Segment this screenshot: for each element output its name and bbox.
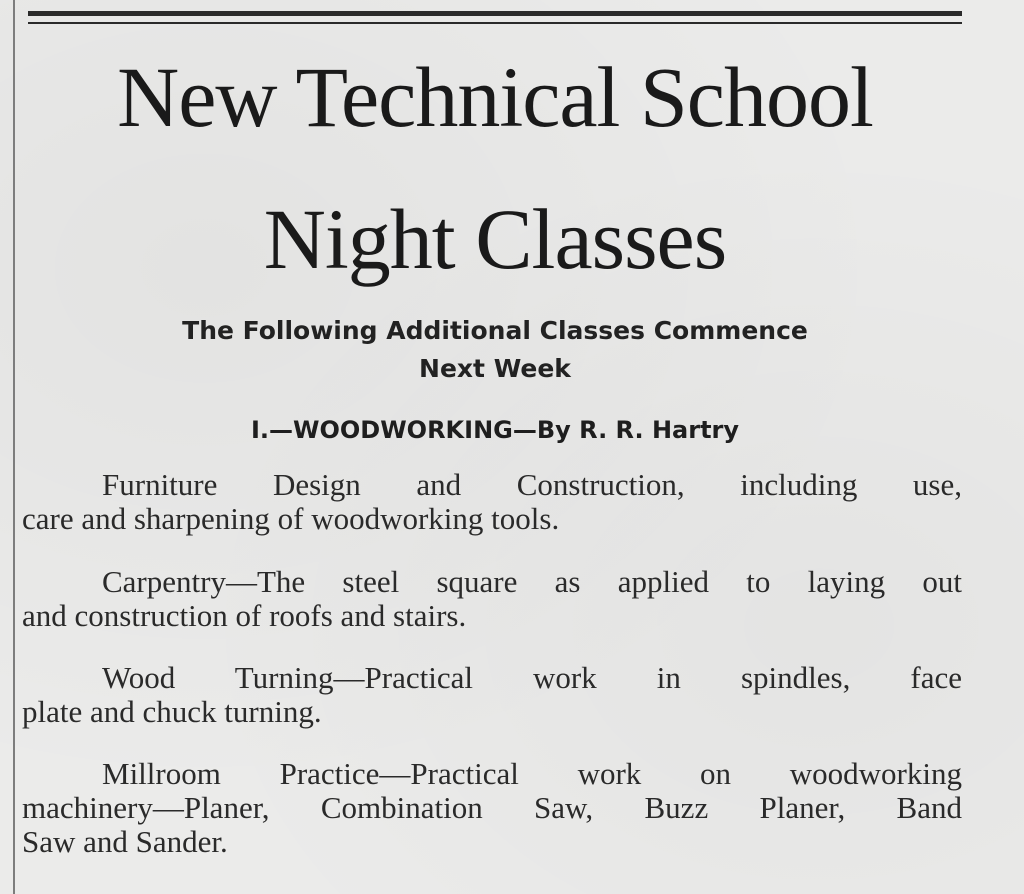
paragraph-line: Millroom Practice—Practical work on woodworking [102, 756, 962, 791]
paragraph-line: Saw and Sander. [22, 824, 228, 859]
subheadline-line-2: Next Week [419, 354, 571, 383]
section-heading: I.—WOODWORKING—By R. R. Hartry [250, 416, 740, 444]
paragraph-line: machinery—Planer, Combination Saw, Buzz Planer, Band [22, 790, 962, 825]
paragraph-line: plate and chuck turning. [22, 694, 322, 729]
paragraph-line: and construction of roofs and stairs. [22, 598, 467, 633]
paragraph-carpentry [22, 565, 962, 633]
top-rule-thin [28, 22, 962, 24]
paragraph-line: Furniture Design and Construction, including use, [102, 467, 962, 502]
paragraph-line: care and sharpening of woodworking tools. [22, 501, 560, 536]
headline-line-2: Night Classes [263, 191, 727, 287]
paragraph-millroom-practice [22, 757, 962, 859]
paragraph-line: Wood Turning—Practical work in spindles, face [102, 660, 962, 695]
subheadline-line-1: The Following Additional Classes Commence [182, 316, 808, 345]
headline-line-1: New Technical School [117, 49, 873, 145]
paragraph-furniture-design [22, 468, 962, 536]
paragraph-line: Carpentry—The steel square as applied to laying out [102, 564, 962, 599]
column-rule [13, 0, 15, 894]
paragraph-wood-turning [22, 661, 962, 729]
top-rule-thick [28, 11, 962, 16]
